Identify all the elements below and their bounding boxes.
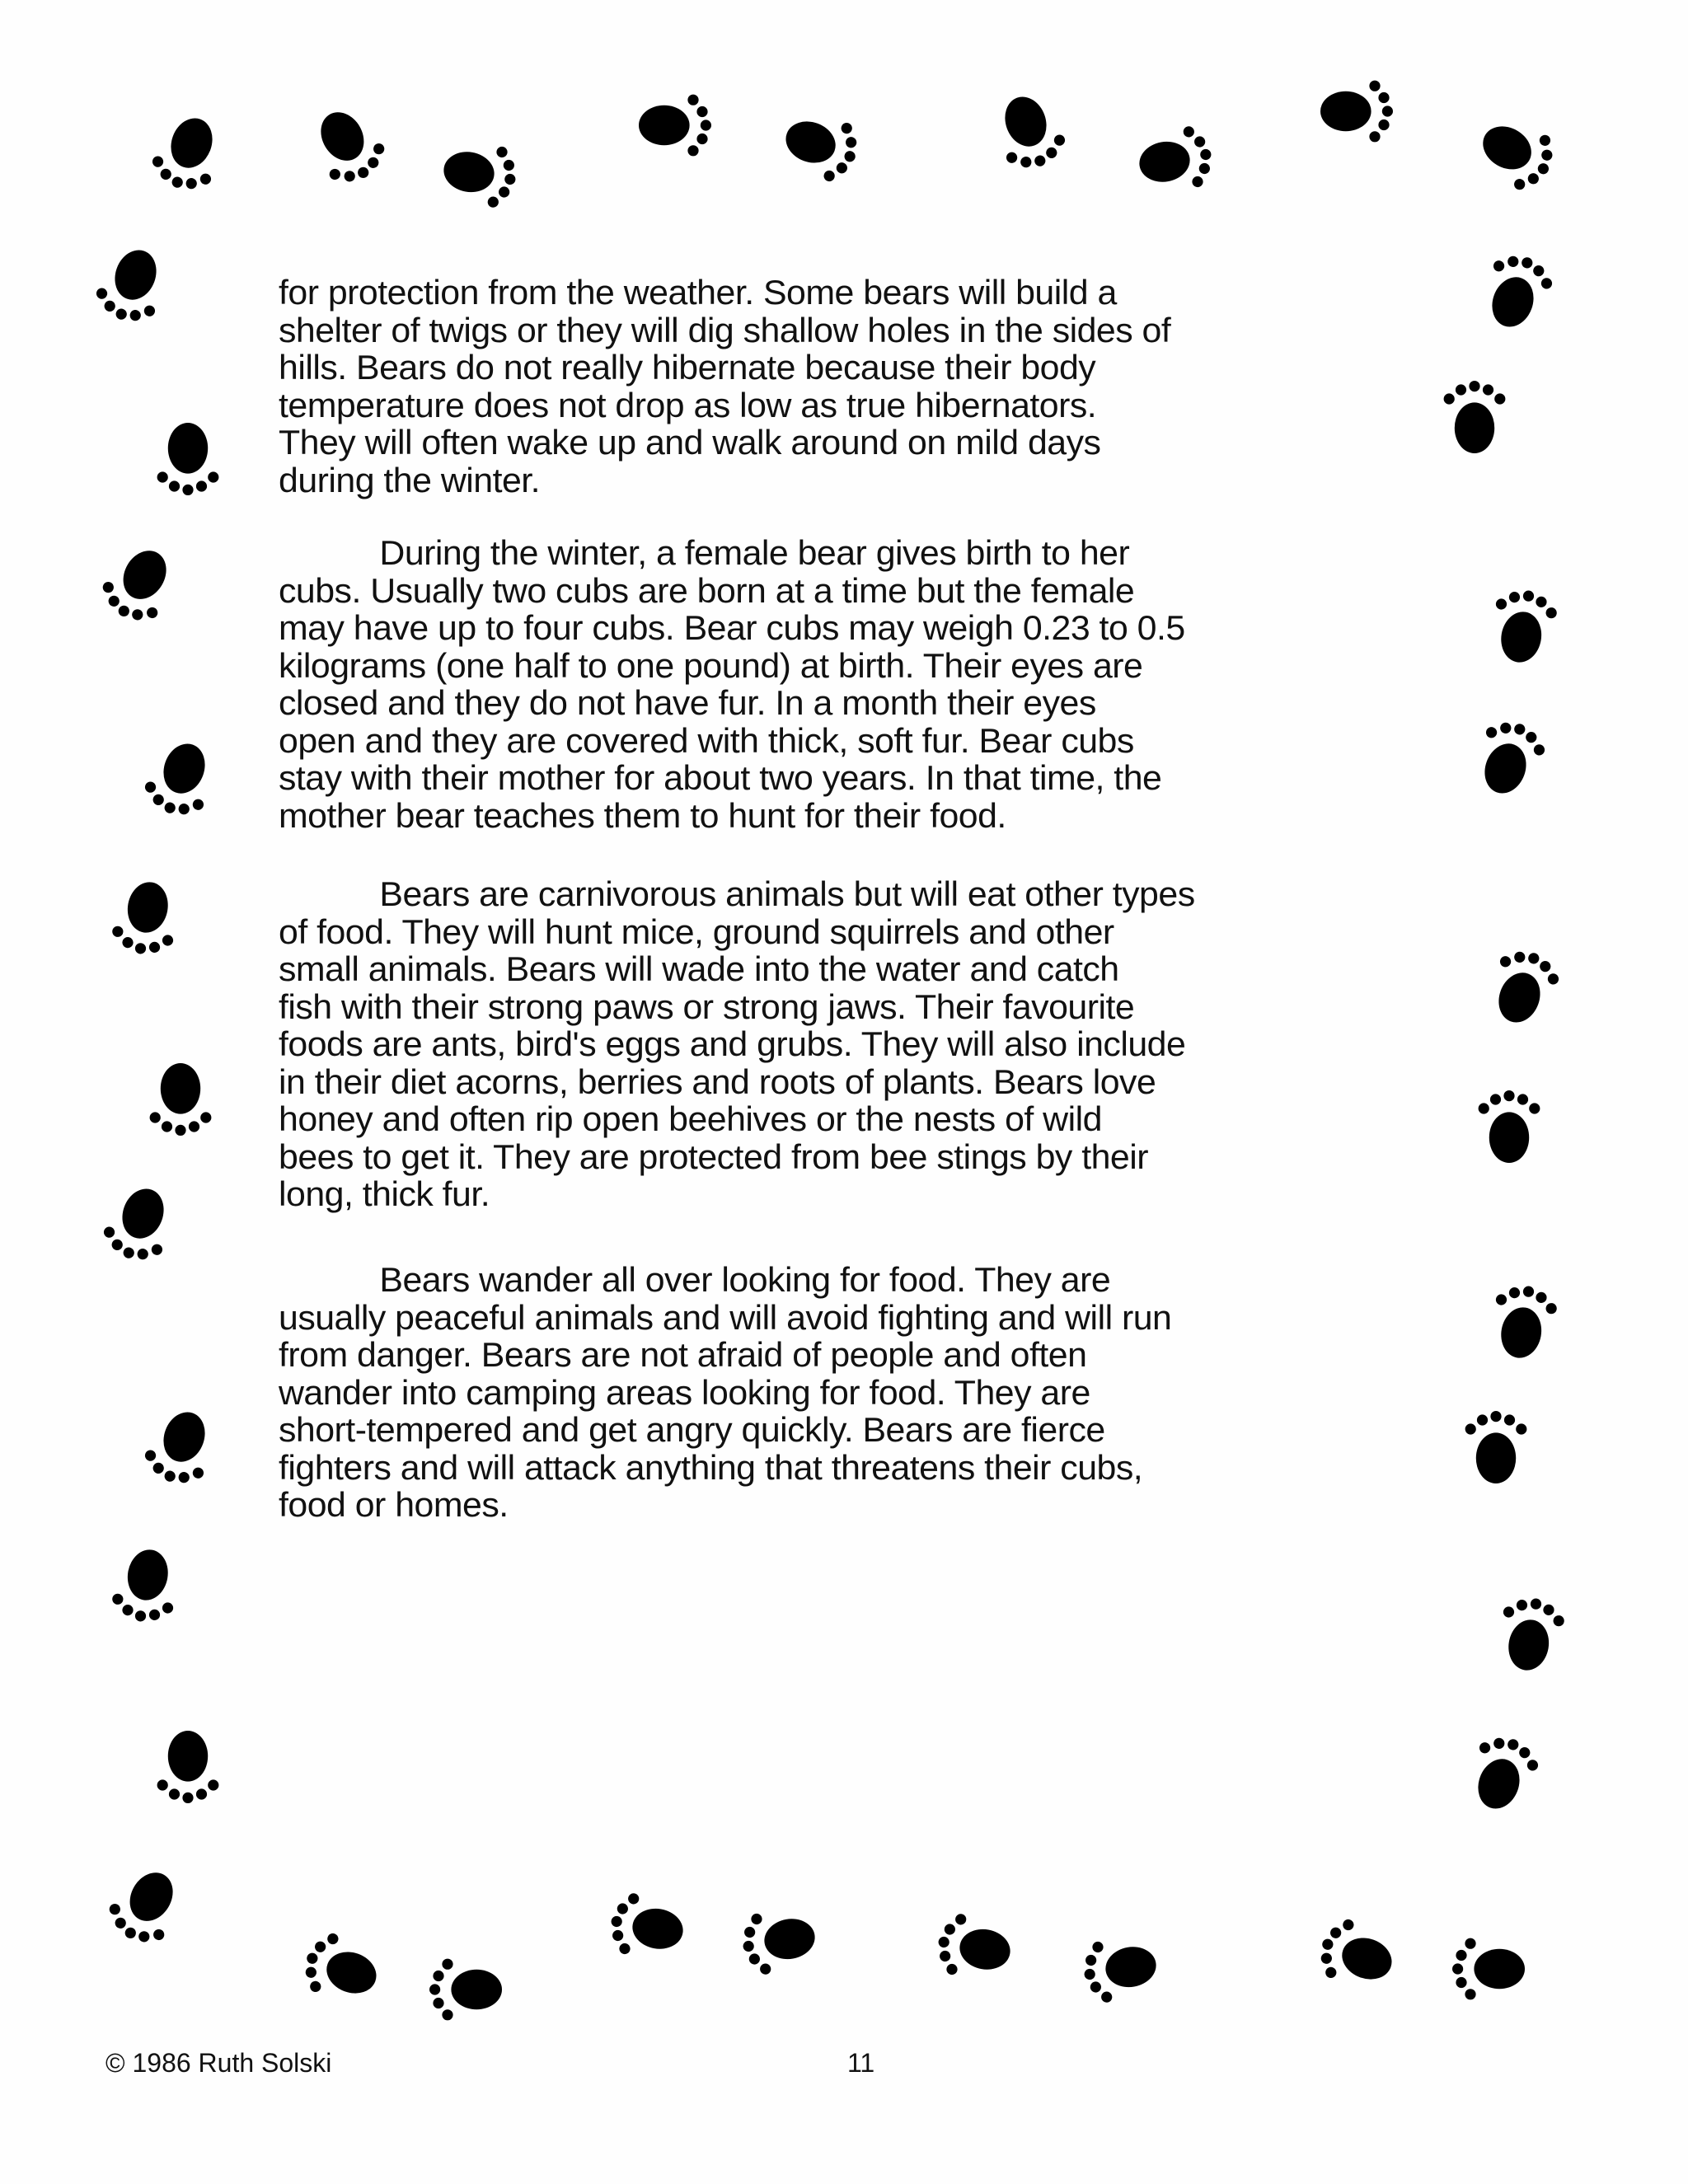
text-line: They will often wake up and walk around on mild days xyxy=(279,423,1101,462)
text-line: wander into camping areas looking for food. They are xyxy=(279,1372,1090,1412)
bear-paw-print-icon xyxy=(420,1944,511,2035)
text-line: kilograms (one half to one pound) at birth. Their eyes are xyxy=(279,645,1143,685)
bear-paw-print-icon xyxy=(1464,1081,1554,1172)
text-line: of food. They will hunt mice, ground squirrels and other xyxy=(279,912,1114,951)
text-line: hills. Bears do not really hibernate because their body xyxy=(279,348,1096,387)
text-line: may have up to four cubs. Bear cubs may weigh 0.23 to 0.5 xyxy=(279,608,1185,647)
bear-paw-print-icon xyxy=(428,121,532,226)
bear-paw-print-icon xyxy=(94,865,199,970)
text-line: usually peaceful animals and will avoid fighting and will run xyxy=(279,1297,1172,1337)
text-line: fish with their strong paws or strong jaws. Their favourite xyxy=(279,987,1135,1026)
paragraph-2 xyxy=(279,534,1432,834)
bear-paw-print-icon xyxy=(1455,91,1578,215)
bear-paw-print-icon xyxy=(286,84,410,208)
paragraph-4 xyxy=(279,1261,1432,1524)
bear-paw-print-icon xyxy=(94,1534,199,1638)
bear-paw-print-icon xyxy=(972,74,1088,190)
bear-paw-print-icon xyxy=(84,1844,208,1967)
bear-paw-print-icon xyxy=(1443,1924,1534,2014)
text-line: closed and they do not have fur. In a month their eyes xyxy=(279,683,1096,722)
text-line: fighters and will attack anything that threatens their cubs, xyxy=(279,1447,1143,1487)
text-line: honey and often rip open beehives or the nests of wild xyxy=(279,1099,1102,1138)
bear-paw-print-icon xyxy=(1465,930,1582,1046)
text-line: shelter of twigs or they will dig shallow holes in the sides of xyxy=(279,310,1171,349)
text-line: stay with their mother for about two years. In that time, the xyxy=(279,758,1162,797)
text-line: bees to get it. They are protected from bee stings by their xyxy=(279,1137,1148,1176)
bear-paw-print-icon xyxy=(81,1166,197,1282)
text-line: long, thick fur. xyxy=(279,1174,490,1213)
text-line: during the winter. xyxy=(279,460,541,499)
text-line: from danger. Bears are not afraid of people and often xyxy=(279,1335,1087,1374)
page-number: 11 xyxy=(847,2048,875,2078)
bear-paw-print-icon xyxy=(135,1054,226,1145)
text-line: food or homes. xyxy=(279,1485,509,1524)
text-line: mother bear teaches them to hunt for their food. xyxy=(279,795,1006,835)
text-line: cubs. Usually two cubs are born at a time but the female xyxy=(279,570,1135,610)
text-line: temperature does not drop as low as true hibernators. xyxy=(279,385,1097,424)
bear-paw-print-icon xyxy=(74,227,190,344)
bear-paw-print-icon xyxy=(123,721,239,837)
bear-paw-print-icon xyxy=(1445,1716,1561,1832)
text-line: Bears are carnivorous animals but will eat other types xyxy=(379,874,1195,913)
bear-paw-print-icon xyxy=(921,1895,1026,1999)
bear-paw-print-icon xyxy=(77,523,201,646)
bear-paw-print-icon xyxy=(1429,372,1520,462)
text-line: for protection from the weather. Some bears will build a xyxy=(279,273,1117,312)
bear-paw-print-icon xyxy=(143,1722,233,1812)
bear-paw-print-icon xyxy=(1123,107,1228,212)
text-line: open and they are covered with thick, soft fur. Bear cubs xyxy=(279,720,1134,760)
bear-paw-print-icon xyxy=(1451,1402,1541,1493)
paragraph-1 xyxy=(279,274,1432,499)
copyright-notice: © 1986 Ruth Solski xyxy=(106,2048,332,2078)
bear-paw-print-icon xyxy=(1458,234,1574,350)
text-line: small animals. Bears will wade into the water and catch xyxy=(279,949,1119,988)
text-line: short-tempered and get angry quickly. Bears are fierce xyxy=(279,1410,1105,1449)
text-line: During the winter, a female bear gives birth to her xyxy=(379,533,1130,572)
text-line: foods are ants, bird's eggs and grubs. They will also include xyxy=(279,1024,1186,1063)
bear-paw-print-icon xyxy=(1067,1916,1172,2021)
bear-paw-print-icon xyxy=(129,95,246,211)
bear-paw-print-icon xyxy=(1471,574,1576,678)
bear-paw-print-icon xyxy=(123,1389,239,1505)
bear-paw-print-icon xyxy=(1311,66,1402,157)
text-line: Bears wander all over looking for food. They are xyxy=(379,1260,1111,1299)
bear-paw-print-icon xyxy=(143,414,233,504)
text-line: in their diet acorns, berries and roots of plants. Bears love xyxy=(279,1062,1156,1101)
bear-paw-print-icon xyxy=(594,1874,699,1979)
bear-paw-print-icon xyxy=(1451,700,1568,816)
bear-paw-print-icon xyxy=(727,1888,832,1993)
bear-paw-print-icon xyxy=(762,88,879,204)
bear-paw-print-icon xyxy=(1298,1896,1414,2013)
bear-paw-print-icon xyxy=(283,1910,399,2027)
bear-paw-print-icon xyxy=(1471,1269,1576,1374)
bear-paw-print-icon xyxy=(630,80,720,171)
paragraph-3 xyxy=(279,875,1432,1213)
bear-paw-print-icon xyxy=(1478,1582,1582,1687)
